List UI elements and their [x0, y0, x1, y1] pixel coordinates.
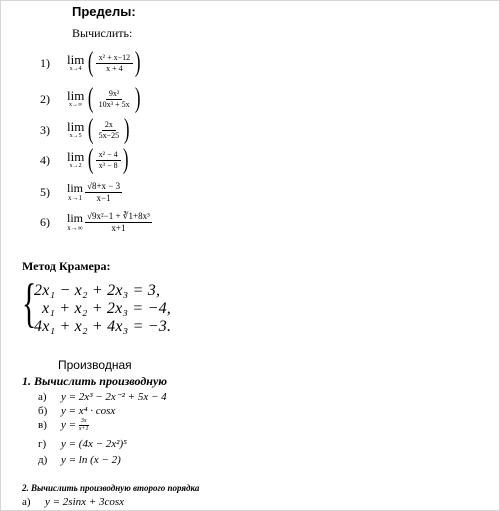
limit-fraction	[96, 89, 133, 110]
deriv-item-c	[38, 418, 89, 433]
equation-system	[22, 273, 242, 335]
lim-operator	[67, 89, 84, 109]
parenthesized-fraction	[86, 47, 142, 78]
lim-word: lim	[67, 211, 84, 225]
right-paren: )	[134, 83, 141, 114]
parenthesized-fraction	[86, 114, 131, 145]
deriv-label: г)	[38, 438, 47, 450]
deriv-label: а)	[38, 391, 47, 403]
limit-number: 5)	[40, 184, 50, 199]
deriv-expr: y =	[61, 419, 79, 432]
deriv-expr: y = 2x³ − 2x⁻² + 5x − 4	[61, 391, 167, 403]
limit-item	[40, 48, 142, 78]
limit-number: 2)	[40, 91, 50, 106]
left-paren: (	[88, 83, 94, 114]
lim-variable: x→2	[69, 163, 82, 169]
fraction-numerator: √8+x − 3	[87, 180, 121, 191]
limit-fraction	[96, 53, 133, 74]
deriv-label: д)	[38, 454, 48, 466]
limits-subheading: Вычислить:	[72, 26, 133, 40]
fraction-denominator: x³ − 8	[98, 160, 118, 170]
right-paren: )	[134, 47, 141, 78]
fraction-numerator: 9x²	[106, 89, 122, 100]
parenthesized-fraction	[86, 83, 142, 114]
limit-number: 1)	[40, 55, 50, 70]
right-paren: )	[122, 144, 129, 175]
deriv-expr: y = (4x − 2x²)⁵	[61, 438, 127, 450]
deriv-label: в)	[38, 419, 47, 432]
fraction-numerator: √9x²−1 + ∛1+8x³	[87, 210, 150, 221]
deriv-item-d	[38, 438, 127, 450]
parenthesized-fraction	[86, 144, 130, 175]
lim-word: lim	[67, 181, 84, 195]
limits-heading: Пределы:	[72, 4, 136, 19]
deriv-item-b	[38, 405, 115, 417]
limit-number: 4)	[40, 152, 50, 167]
fraction-denominator: 5x−25	[98, 130, 120, 140]
lim-word: lim	[67, 88, 85, 103]
deriv-label: б)	[38, 405, 48, 417]
cramer-heading: Метод Крамера:	[22, 259, 111, 273]
lim-word: lim	[67, 52, 85, 67]
fraction-denominator: x−1	[96, 192, 111, 203]
limit-fraction	[96, 120, 123, 141]
limit-fraction	[96, 150, 121, 171]
left-paren: (	[88, 144, 94, 175]
lim-word: lim	[67, 119, 85, 134]
lim-operator	[67, 120, 84, 140]
limit-number: 6)	[40, 214, 50, 229]
fraction-numerator: x² − 4	[96, 150, 121, 161]
derivative-task-1: 1. Вычислить производную	[22, 374, 168, 388]
fraction-denominator: x+1	[111, 222, 126, 233]
deriv-fraction	[79, 418, 89, 433]
lim-operator	[67, 150, 84, 170]
lim-variable: x→5	[69, 133, 82, 139]
derivative-heading: Производная	[58, 358, 132, 372]
limit-item	[40, 177, 122, 207]
limit-fraction	[85, 181, 122, 204]
limit-item	[40, 84, 142, 114]
left-paren: (	[88, 114, 94, 145]
deriv-item-a	[38, 390, 167, 403]
limit-item	[40, 115, 132, 145]
deriv-label: а)	[22, 496, 31, 508]
fraction-denominator: 10x³ + 5x	[98, 99, 130, 109]
limit-fraction	[85, 211, 152, 234]
deriv-item-e	[38, 454, 121, 466]
limit-number: 3)	[40, 122, 50, 137]
lim-variable: x→∞	[69, 102, 83, 108]
right-paren: )	[124, 114, 130, 145]
derivative-task-2: 2. Вычислить производную второго порядка	[22, 483, 200, 493]
lim-variable: x→1	[68, 194, 82, 202]
deriv2-item-a	[22, 496, 124, 508]
lim-variable: x→∞	[67, 224, 83, 232]
lim-operator	[67, 182, 83, 202]
deriv-expr: y = 2sinx + 3cosx	[45, 496, 124, 508]
limit-item	[40, 207, 152, 237]
equation-2: x₁ + x₂ + 2x₃ = −4,	[42, 300, 171, 317]
lim-operator	[67, 53, 84, 73]
fraction-denominator: x + 4	[106, 63, 123, 73]
equation-1: 2x₁ − x₂ + 2x₃ = 3,	[34, 282, 161, 299]
lim-variable: x→4	[69, 66, 82, 72]
equation-3: 4x₁ + x₂ + 4x₃ = −3.	[34, 318, 172, 335]
lim-word: lim	[67, 149, 85, 164]
system-brace: {	[22, 273, 37, 333]
lim-operator	[67, 212, 83, 232]
deriv-frac-num: 3x	[80, 418, 87, 424]
limit-item	[40, 145, 130, 175]
deriv-frac-den: x+1	[78, 426, 89, 432]
fraction-numerator: x² + x−12	[96, 53, 133, 64]
fraction-numerator: 2x	[102, 120, 116, 131]
left-paren: (	[88, 47, 94, 78]
deriv-expr: y = x⁴ · cosx	[61, 405, 116, 417]
deriv-expr: y = ln (x − 2)	[61, 454, 121, 466]
